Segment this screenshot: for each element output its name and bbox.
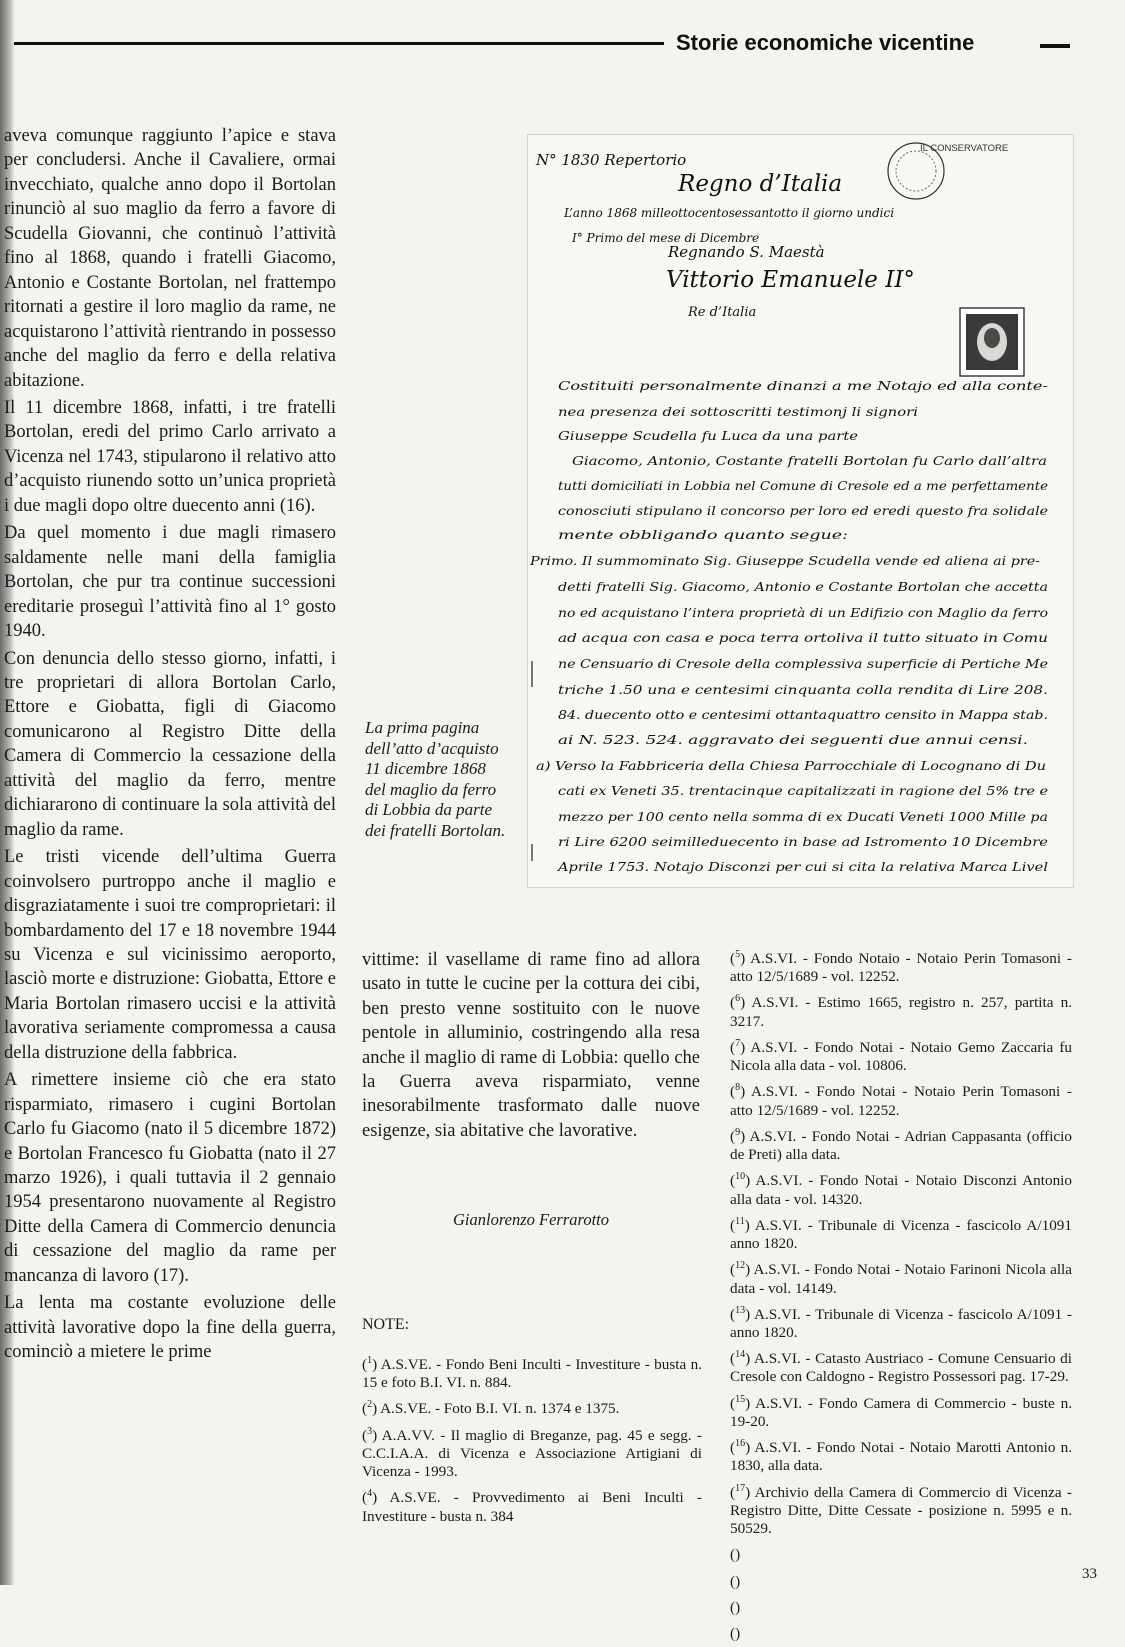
handwriting-line: Regno d’Italia [678,171,843,197]
handwriting-line: Primo. Il summominato Sig. Giuseppe Scudella vende ed aliena ai pre- [528,553,1040,568]
paragraph: Le tristi vicende dell’ultima Guerra coinvolsero purtroppo anche il maglio e disgraziatamente i suoi tre comproprietari: il bombardamento del 17 e 18 novembre 1944 su Vicenza e sul vicinissimo aeroporto, lasciò morte e distruzione: Giobatta, Ettore e Maria Bortolan rimasero uccisi e la attività lavorativa seriamente compromessa a causa della distruzione della fabbrica. [4,847,336,1063]
footnote: ($^{15}$) A.S.VI. - Fondo Camera di Commercio - buste n. 19-20. [730,1393,1072,1430]
manuscript-svg [528,135,1073,887]
paragraph: A rimettere insieme ciò che era stato risparmiato, rimasero i cugini Bortolan Carlo fu Giacomo (nato il 5 dicembre 1872) e Bortolan Francesco fu Giobatta (nato il 27 marzo 1926), i quali tuttavia il 2 gennaio 1954 presentarono nuovamente al Registro Ditte della Camera di Commercio denuncia di cessazione del maglio da rame per mancanza di lavoro (17). [4,1070,336,1286]
footnote-number: 6 [735,993,741,1005]
footnote: ($^{13}$) A.S.VI. - Tribunale di Vicenza - fascicolo A/1091 - anno 1820. [730,1304,1072,1342]
footnote-number: 16 [735,1438,746,1450]
header-dash [1040,44,1070,48]
footnote-number: 5 [735,949,741,960]
middle-text-column: vittime: il vasellame di rame fino ad allora usato in tutte le cucine per la cottura dei cibi, ben presto venne sostituito con le nuove pentole in alluminio, costringendo alla resa anche il maglio di rame di Lobbia: quello che la Guerra aveva risparmiato, venne inesorabilmente trasformato dalle nuove esigenze, sia abitative che lavorative. [362,950,700,1141]
handwriting-line: nea presenza dei sottoscritti testimonj li signori [558,404,918,419]
footnote: () [730,1572,741,1590]
footnote-text: A.S.VI. - Tribunale di Vicenza - fascicolo A/1091 anno 1820. [730,1216,1072,1253]
handwriting-line: ai N. 523. 524. aggravato dei seguenti due annui censi. [558,732,1028,747]
handwriting-line: I° Primo del mese di Dicembre [572,231,760,245]
handwriting-line: Re d’Italia [688,305,757,320]
footnote: ($^{17}$) Archivio della Camera di Commercio di Vicenza - Registro Ditte, Ditte Cessate - posizione n. 5995 e n. 50529. [730,1482,1072,1538]
handwriting-line: ad acqua con casa e poca terra ortoliva il tutto situato in Comu [558,630,1048,645]
footnote: ($^8$) A.S.VI. - Fondo Notai - Notaio Perin Tomasoni - atto 12/5/1689 - vol. 12252. [730,1082,1072,1119]
handwriting-line: ne Censuario di Cresole della complessiva superficie di Pertiche Me [558,656,1048,671]
footnote-text: A.S.VI. - Fondo Camera di Commercio - buste n. 19-20. [730,1394,1072,1430]
footnote: () [730,1598,741,1616]
footnote: ($^2$) A.S.VE. - Foto B.I. VI. n. 1374 e 1375. [362,1399,620,1418]
footnote-number: 1 [367,1355,373,1366]
footnote-number: 9 [735,1126,741,1138]
handwriting-line: Giuseppe Scudella fu Luca da una parte [558,428,858,443]
footnote-number: 3 [367,1425,373,1437]
paragraph: Con denuncia dello stesso giorno, infatti, i tre proprietari di allora Bortolan Carlo, Ettore e Giobatta, figli di Giacomo comunicarono al Registro Ditte della Camera di Commercio la cessazione della attività del maglio da ferro, mentre dichiararono di continuare la sola attività del maglio da rame. [4,648,336,840]
footnote-text: A.S.VI. - Catasto Austriaco - Comune Censuario di Cresole con Caldogno - Registro Possessori pag. 17-29. [730,1350,1072,1386]
footnote: ($^{16}$) A.S.VI. - Fondo Notai - Notaio Marotti Antonio n. 1830, alla data. [730,1438,1072,1475]
handwriting-line: a) Verso la Fabbriceria della Chiesa Parrocchiale di Locognano di Du [536,758,1046,773]
footnote-text: A.S.VI. - Tribunale di Vicenza - fascicolo A/1091 - anno 1820. [730,1305,1072,1342]
handwriting-line: Giacomo, Antonio, Costante fratelli Bortolan fu Carlo dall’altra [572,453,1047,468]
footnote-text: A.S.VI. - Fondo Notai - Notaio Farinoni Nicola alla data - vol. 14149. [730,1261,1072,1297]
footnote-number: 11 [735,1215,745,1227]
handwriting-line: Aprile 1753. Notajo Disconzi per cui si cita la relativa Marca Livel [556,859,1048,874]
handwriting-line: 84. duecento otto e centesimi ottantaquattro censito in Mappa stab. [558,707,1048,722]
footnote: ($^9$) A.S.VI. - Fondo Notai - Adrian Cappasanta (officio de Preti) alla data. [730,1126,1072,1164]
footnote-text: A.S.VE. - Fondo Beni Inculti - Investiture - busta n. 15 e foto B.I. VI. n. 884. [362,1356,702,1392]
handwriting-line: Costituiti personalmente dinanzi a me Notajo ed alla conte- [558,378,1048,393]
footnote-number: 13 [735,1304,746,1316]
footnote-text: A.S.VI. - Estimo 1665, registro n. 257, partita n. 3217. [730,994,1072,1030]
notary-seal-inner [896,151,936,191]
handwriting-line: Regnando S. Maestà [668,243,825,261]
handwriting-lines [529,151,1048,874]
figure-caption: La prima pagina dell’atto d’acquisto 11 dicembre 1868 del maglio da ferro di Lobbia da parte dei fratelli Bortolan. [365,718,506,840]
paragraph: Il 11 dicembre 1868, infatti, i tre fratelli Bortolan, eredi del primo Carlo arrivato a Vicenza nel 1743, stipularono il relativo atto d’acquisto riunendo sotto un’unica proprietà i due magli dopo oltre duecento anni (16). [4,397,336,516]
footnote: ($^5$) A.S.VI. - Fondo Notaio - Notaio Perin Tomasoni - atto 12/5/1689 - vol. 12252. [730,949,1072,986]
handwriting-line: triche 1.50 una e centesimi cinquanta colla rendita di Lire 208. [558,682,1048,697]
footnote: ($^6$) A.S.VI. - Estimo 1665, registro n. 257, partita n. 3217. [730,993,1072,1030]
footnote-number: 8 [735,1082,741,1094]
footnote-text: A.S.VE. - Foto B.I. VI. n. 1374 e 1375. [380,1400,620,1418]
footnote: ($^4$) A.S.VE. - Provvedimento ai Beni Inculti - Investiture - busta n. 384 [362,1488,702,1525]
footnote-number: 17 [735,1482,746,1494]
footnote: ($^1$) A.S.VE. - Fondo Beni Inculti - Investiture - busta n. 15 e foto B.I. VI. n. 884. [362,1355,702,1392]
paragraph: Da quel momento i due magli rimasero saldamente nelle mani della famiglia Bortolan, che pur tra continue successioni ereditarie proseguì l’attività fino al 1° gosto 1940. [4,523,336,642]
author-signature: Gianlorenzo Ferrarotto [453,1210,609,1229]
paragraph: aveva comunque raggiunto l’apice e stava per concludersi. Anche il Cavaliere, ormai invecchiato, qualche anno dopo il Bortolan rinunciò al suo maglio da ferro a favore di Scudella Giovanni, che continuò l’attività fino al 1868, quando i fratelli Giacomo, Antonio e Costante Bortolan, nel frattempo ritornati a gestire il loro maglio da rame, ne acquistarono l’attività rientrando in possesso anche del maglio da ferro e della relativa abitazione. [4,126,336,391]
paragraph: La lenta ma costante evoluzione delle attività lavorative dopo la fine della guerra, cominciò a mietere le prime [4,1293,336,1363]
stamp-label: IL CONSERVATORE [920,143,1009,154]
footnote: ($^3$) A.A.VV. - Il maglio di Breganze, pag. 45 e segg. - C.C.I.A.A. di Vicenza e Associazione Artigiani di Vicenza - 1993. [362,1425,702,1481]
footnote-text: A.S.VI. - Fondo Notaio - Notaio Perin Tomasoni - atto 12/5/1689 - vol. 12252. [730,950,1072,986]
footnote: ($^{12}$) A.S.VI. - Fondo Notai - Notaio Farinoni Nicola alla data - vol. 14149. [730,1260,1072,1297]
footnote: ($^7$) A.S.VI. - Fondo Notai - Notaio Gemo Zaccaria fu Nicola alla data - vol. 10806. [730,1037,1072,1075]
handwriting-line: conosciuti stipulano il concorso per loro ed eredi questo fra solidale [558,503,1048,518]
header-rule [14,42,664,45]
footnote-text: A.S.VI. - Fondo Notai - Adrian Cappasanta (officio de Preti) alla data. [730,1127,1072,1164]
footnote-number: 7 [735,1037,741,1049]
handwriting-line: tutti domiciliati in Lobbia nel Comune di Cresole ed a me perfettamente [558,478,1048,493]
manuscript-image [527,134,1074,888]
handwriting-line: ri Lire 6200 seimilleduecento in base ad Istromento 10 Dicembre [558,834,1048,849]
footnote-number: 15 [735,1393,746,1405]
handwriting-line: mezzo per 100 cento nella somma di ex Ducati Veneti 1000 Mille pa [558,809,1048,824]
footnote-text: A.S.VI. - Fondo Notai - Notaio Marotti Antonio n. 1830, alla data. [730,1439,1072,1475]
footnote-number: 12 [735,1260,746,1272]
footnote-text: A.S.VI. - Fondo Notai - Notaio Gemo Zaccaria fu Nicola alla data - vol. 10806. [730,1039,1072,1075]
handwriting-line: no ed acquistano l’intera proprietà di un Edifizio con Maglio da ferro [558,605,1048,620]
notes-list-middle [362,1352,702,1530]
left-text-column [4,124,336,1368]
footnote: ($^{10}$) A.S.VI. - Fondo Notai - Notaio Disconzi Antonio alla data - vol. 14320. [730,1171,1072,1208]
handwriting-line: L’anno 1868 milleottocentosessantotto il giorno undici [564,206,895,220]
footnote-number: 14 [735,1349,746,1361]
footnote-number: 10 [735,1171,746,1183]
footnote-number: 4 [367,1488,373,1500]
stamp-portrait-head [984,328,1000,348]
footnote-text: A.A.VV. - Il maglio di Breganze, pag. 45 e segg. - C.C.I.A.A. di Vicenza e Associazione Artigiani di Vicenza - 1993. [362,1426,702,1481]
footnote-text: A.S.VI. - Fondo Notai - Notaio Perin Tomasoni - atto 12/5/1689 - vol. 12252. [730,1083,1072,1119]
footnote-number: 2 [367,1399,373,1411]
running-header-title: Storie economiche vicentine [676,30,975,55]
notes-list-right [730,946,1072,1647]
handwriting-line: cati ex Veneti 35. trentacinque capitalizzati in ragione del 5% tre e [558,783,1048,798]
page-number: 33 [1082,1566,1097,1582]
footnote-text: Archivio della Camera di Commercio di Vicenza - Registro Ditte, Ditte Cessate - posizione n. 5995 e n. 50529. [730,1483,1072,1538]
handwriting-line: N° 1830 Repertorio [536,151,687,169]
footnote: () [730,1546,741,1564]
handwriting-line: mente obbligando quanto segue: [558,527,848,542]
footnote-text: A.S.VE. - Provvedimento ai Beni Inculti - Investiture - busta n. 384 [362,1489,702,1525]
footnote: () [730,1625,741,1643]
footnote-text: A.S.VI. - Fondo Notai - Notaio Disconzi Antonio alla data - vol. 14320. [730,1172,1072,1208]
footnote: ($^{11}$) A.S.VI. - Tribunale di Vicenza - fascicolo A/1091 anno 1820. [730,1215,1072,1253]
handwriting-line: Vittorio Emanuele II° [666,267,915,293]
handwriting-line: detti fratelli Sig. Giacomo, Antonio e Costante Bortolan che accetta [558,579,1048,594]
notes-heading: NOTE: [362,1316,410,1333]
footnote: ($^{14}$) A.S.VI. - Catasto Austriaco - Comune Censuario di Cresole con Caldogno - Registro Possessori pag. 17-29. [730,1349,1072,1386]
